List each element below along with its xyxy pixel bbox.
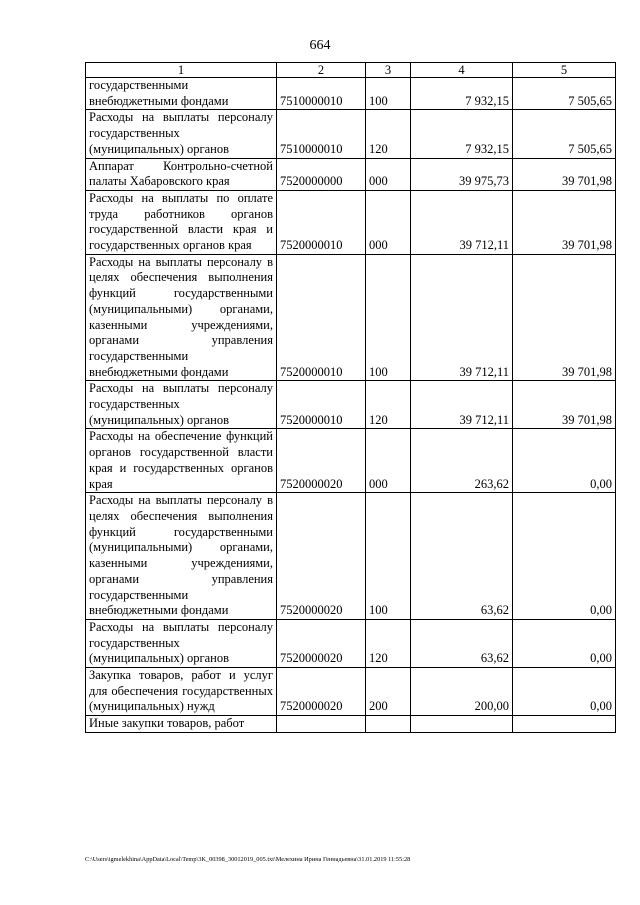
row-amount-col4: 39 712,11 [411,190,513,254]
row-name: Расходы на обеспечение функций органов государственной власти края и государственных органов края [86,429,277,493]
row-name: Расходы на выплаты персоналу в целях обеспечения выполнения функций государственными (муниципальными) органами, казенными учреждениями, органами управления государственными внебюджетными фондами [86,254,277,381]
row-expense-type: 000 [366,158,411,190]
row-expense-type: 100 [366,78,411,110]
table-row [86,429,616,493]
row-name: Расходы на выплаты персоналу государственных (муниципальных) органов [86,619,277,667]
row-name: Расходы на выплаты по оплате труда работников органов государственной власти края и государственных органов края [86,190,277,254]
row-expense-type: 120 [366,619,411,667]
row-amount-col5: 39 701,98 [513,190,616,254]
row-expense-type: 120 [366,381,411,429]
row-code: 7520000010 [277,254,366,381]
table-row [86,78,616,110]
row-amount-col4: 263,62 [411,429,513,493]
row-amount-col4: 63,62 [411,619,513,667]
row-amount-col4: 7 932,15 [411,110,513,158]
table-row [86,254,616,381]
table-row [86,190,616,254]
table-row [86,619,616,667]
row-code: 7520000020 [277,493,366,620]
row-amount-col4: 39 712,11 [411,381,513,429]
row-code: 7520000010 [277,381,366,429]
row-name: Аппарат Контрольно-счетной палаты Хабаровского края [86,158,277,190]
row-name: Расходы на выплаты персоналу государственных (муниципальных) органов [86,381,277,429]
row-amount-col5: 0,00 [513,668,616,716]
row-amount-col4: 39 712,11 [411,254,513,381]
row-amount-col4: 63,62 [411,493,513,620]
table-row [86,493,616,620]
row-amount-col5: 39 701,98 [513,158,616,190]
header-col-1: 1 [86,63,277,78]
row-code: 7510000010 [277,110,366,158]
row-expense-type: 200 [366,668,411,716]
row-amount-col4: 200,00 [411,668,513,716]
row-code: 7520000010 [277,190,366,254]
header-col-3: 3 [366,63,411,78]
row-code: 7520000020 [277,429,366,493]
row-name: Иные закупки товаров, работ [86,716,277,733]
table-row [86,668,616,716]
table-row [86,110,616,158]
row-amount-col5: 7 505,65 [513,78,616,110]
row-name: государственными внебюджетными фондами [86,78,277,110]
row-amount-col5: 0,00 [513,493,616,620]
row-expense-type: 100 [366,493,411,620]
header-col-4: 4 [411,63,513,78]
row-name: Расходы на выплаты персоналу в целях обеспечения выполнения функций государственными (муниципальными) органами, казенными учреждениями, органами управления государственными внебюджетными фондами [86,493,277,620]
row-expense-type: 100 [366,254,411,381]
budget-table [85,62,616,733]
row-amount-col5 [513,716,616,733]
row-name: Закупка товаров, работ и услуг для обеспечения государственных (муниципальных) нужд [86,668,277,716]
row-code: 7520000020 [277,668,366,716]
row-code [277,716,366,733]
table-row [86,158,616,190]
row-amount-col5: 7 505,65 [513,110,616,158]
file-path-footer: C:\Users\igmelekhina\AppData\Local\Temp\3K_00398_30012019_005.txt\Мелехина Ирина Геннадьевна\31.01.2019 11:55:28 [85,856,411,863]
row-code: 7520000020 [277,619,366,667]
header-row [86,63,616,78]
row-amount-col4: 39 975,73 [411,158,513,190]
row-amount-col5: 39 701,98 [513,381,616,429]
row-expense-type: 120 [366,110,411,158]
row-code: 7520000000 [277,158,366,190]
header-col-2: 2 [277,63,366,78]
header-col-5: 5 [513,63,616,78]
row-amount-col4 [411,716,513,733]
row-amount-col4: 7 932,15 [411,78,513,110]
row-amount-col5: 0,00 [513,619,616,667]
row-amount-col5: 0,00 [513,429,616,493]
row-expense-type: 000 [366,429,411,493]
row-code: 7510000010 [277,78,366,110]
row-amount-col5: 39 701,98 [513,254,616,381]
row-expense-type: 000 [366,190,411,254]
row-expense-type [366,716,411,733]
page-number: 664 [309,38,331,53]
table-row [86,716,616,733]
table-row [86,381,616,429]
row-name: Расходы на выплаты персоналу государственных (муниципальных) органов [86,110,277,158]
